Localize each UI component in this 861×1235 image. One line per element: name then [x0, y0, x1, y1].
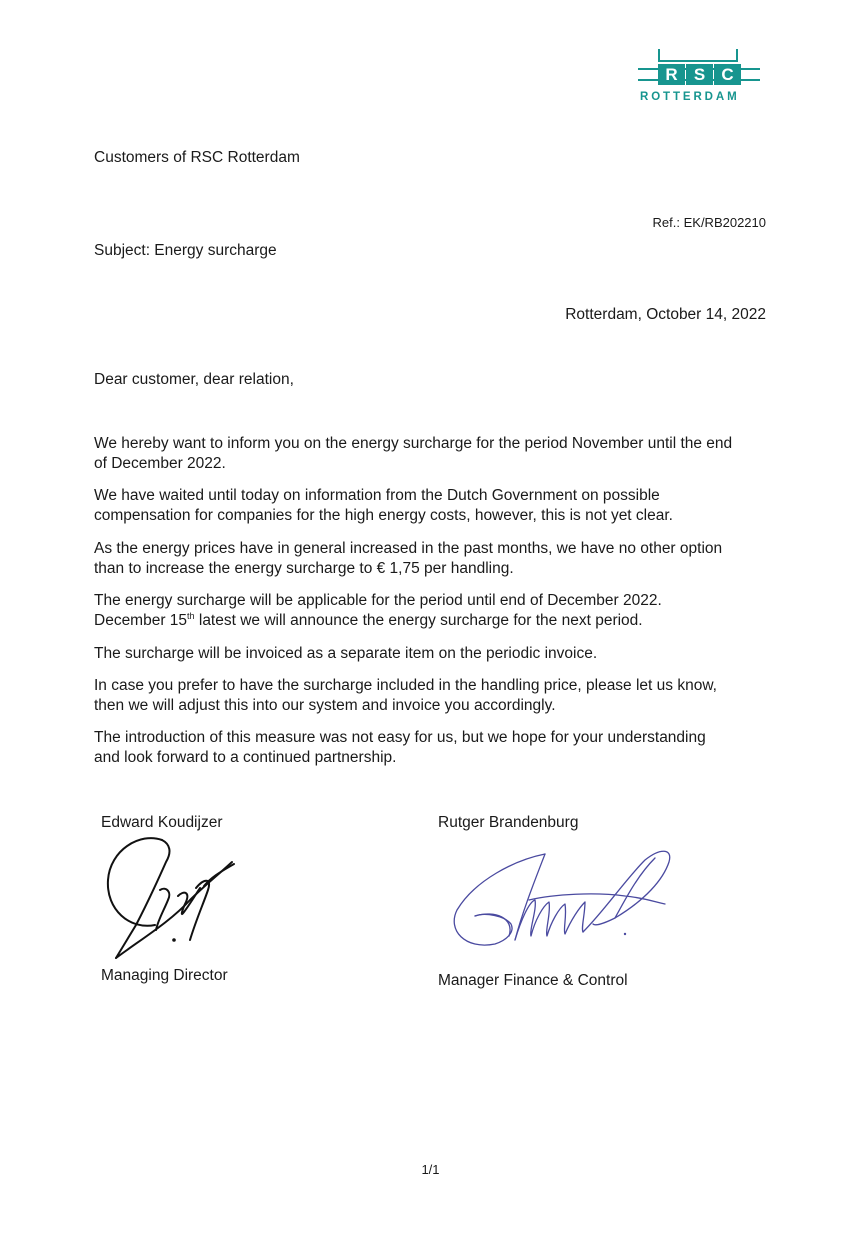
salutation: Dear customer, dear relation,	[94, 371, 294, 388]
paragraph-line: The surcharge will be invoiced as a separate item on the periodic invoice.	[94, 645, 598, 662]
paragraph-3	[94, 539, 774, 579]
logo-line-frame	[658, 60, 738, 62]
signatory-1-name: Edward Koudijzer	[101, 814, 223, 831]
ordinal-suffix: th	[187, 611, 195, 621]
signature-1-icon	[100, 830, 260, 970]
paragraph-line: The energy surcharge will be applicable for the period until end of December 2022.	[94, 592, 662, 609]
place-date: Rotterdam, October 14, 2022	[565, 306, 766, 323]
logo-city: ROTTERDAM	[640, 91, 740, 103]
paragraph-line: The introduction of this measure was not easy for us, but we hope for your understanding	[94, 729, 706, 746]
addressee: Customers of RSC Rotterdam	[94, 149, 300, 166]
signature-2-icon	[445, 840, 685, 960]
paragraph-line: compensation for companies for the high energy costs, however, this is not yet clear.	[94, 507, 673, 524]
paragraph-line: of December 2022.	[94, 455, 226, 472]
signatory-2-title: Manager Finance & Control	[438, 972, 628, 989]
announce-text: latest we will announce the energy surcharge for the next period.	[194, 612, 643, 629]
logo-letter-c: C	[714, 64, 741, 85]
logo-letter-s: S	[686, 64, 713, 85]
paragraph-line: We hereby want to inform you on the energy surcharge for the period November until the end	[94, 435, 733, 452]
paragraph-5	[94, 644, 774, 664]
signatory-1-title: Managing Director	[101, 967, 228, 984]
signatory-2-name: Rutger Brandenburg	[438, 814, 579, 831]
paragraph-4	[94, 591, 774, 631]
reference: Ref.: EK/RB202210	[652, 215, 766, 230]
paragraph-line: We have waited until today on information from the Dutch Government on possible	[94, 487, 660, 504]
logo-letter-r: R	[658, 64, 685, 85]
subject: Subject: Energy surcharge	[94, 242, 277, 259]
paragraph-line: and look forward to a continued partnership.	[94, 749, 397, 766]
rsc-rotterdam-logo	[638, 46, 760, 106]
paragraph-line: In case you prefer to have the surcharge included in the handling price, please let us know,	[94, 677, 717, 694]
paragraph-1	[94, 434, 774, 474]
page-number: 1/1	[421, 1162, 440, 1177]
paragraph-line: then we will adjust this into our system and invoice you accordingly.	[94, 697, 556, 714]
paragraph-line: As the energy prices have in general increased in the past months, we have no other option	[94, 540, 723, 557]
paragraph-7	[94, 728, 774, 768]
paragraph-line	[94, 611, 774, 631]
date-text: December 15	[94, 612, 188, 629]
paragraph-line: than to increase the energy surcharge to € 1,75 per handling.	[94, 560, 514, 577]
paragraph-6	[94, 676, 774, 716]
paragraph-2	[94, 486, 774, 526]
